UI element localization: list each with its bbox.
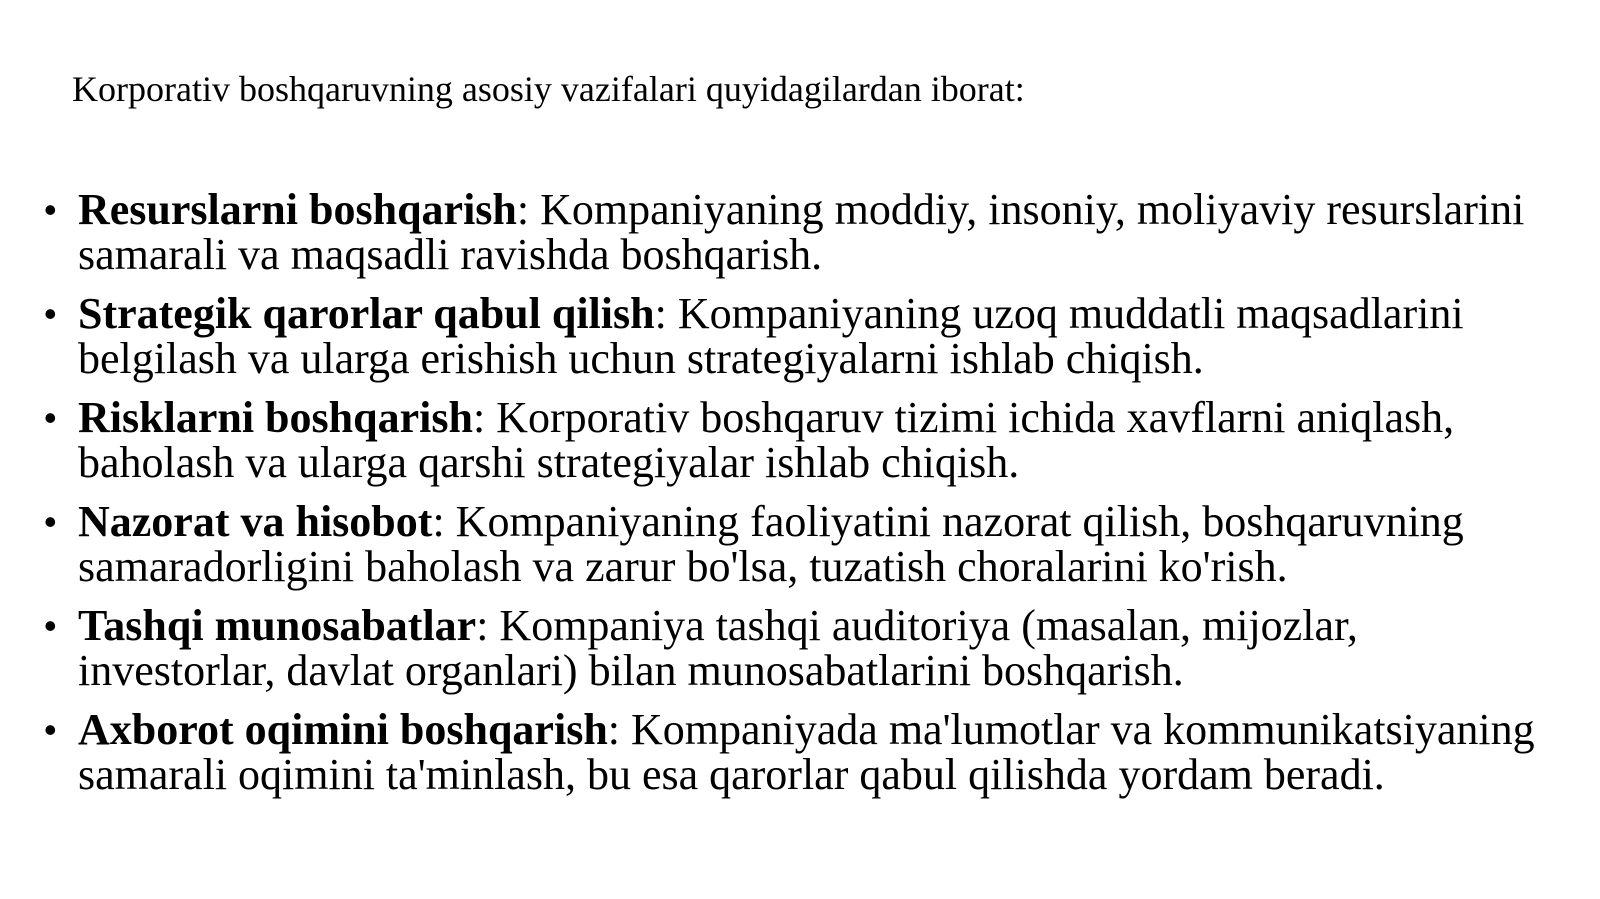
item-term: Tashqi munosabatlar xyxy=(78,601,477,650)
list-item-information-flow xyxy=(0,707,1600,797)
bullet-icon: • xyxy=(44,293,57,334)
list-item-external-relations xyxy=(0,603,1600,693)
bullet-icon: • xyxy=(44,605,57,646)
item-text: : Kompaniyaning uzoq muddatli maqsadlarini belgilash va ularga erishish uchun strategiyalarni ishlab chiqish. xyxy=(78,289,1464,383)
intro-text: Korporativ boshqaruvning asosiy vazifalari quyidagilardan iborat: xyxy=(72,69,1025,109)
item-term: Resurslarni boshqarish xyxy=(78,185,517,234)
list-item-control xyxy=(0,499,1600,589)
bullet-icon: • xyxy=(44,501,57,542)
bullet-icon: • xyxy=(44,189,57,230)
bullet-icon: • xyxy=(44,709,57,750)
item-term: Strategik qarorlar qabul qilish xyxy=(78,289,655,338)
list-item-resources xyxy=(0,187,1600,277)
item-text: : Kompaniyada ma'lumotlar va kommunikatsiyaning samarali oqimini ta'minlash, bu esa qarorlar qabul qilishda yordam beradi. xyxy=(78,705,1535,799)
bullet-list xyxy=(0,187,1600,811)
item-text: : Kompaniyaning faoliyatini nazorat qilish, boshqaruvning samaradorligini baholash va zarur bo'lsa, tuzatish choralarini ko'rish. xyxy=(78,497,1464,591)
list-item-risks xyxy=(0,395,1600,485)
item-term: Nazorat va hisobot xyxy=(78,497,433,546)
item-term: Risklarni boshqarish xyxy=(78,393,473,442)
item-text: : Kompaniya tashqi auditoriya (masalan, mijozlar, investorlar, davlat organlari) bilan munosabatlarini boshqarish. xyxy=(78,601,1358,695)
item-text: : Kompaniyaning moddiy, insoniy, moliyaviy resurslarini samarali va maqsadli ravishda boshqarish. xyxy=(78,185,1525,279)
item-term: Axborot oqimini boshqarish xyxy=(78,705,608,754)
list-item-strategy xyxy=(0,291,1600,381)
bullet-icon: • xyxy=(44,397,57,438)
item-text: : Korporativ boshqaruv tizimi ichida xavflarni aniqlash, baholash va ularga qarshi strategiyalar ishlab chiqish. xyxy=(78,393,1455,487)
